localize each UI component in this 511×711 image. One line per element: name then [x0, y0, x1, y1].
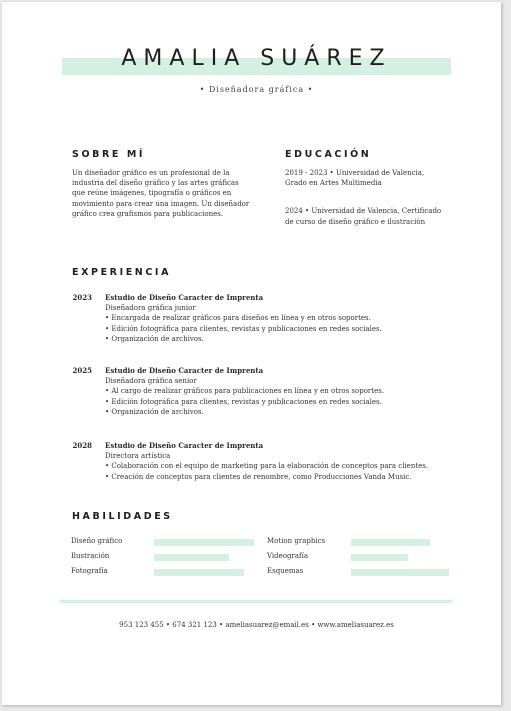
about-line: Un diseñador gráfico es un profesional de la — [72, 169, 230, 177]
footer-divider — [60, 600, 452, 603]
experience-year: 2025 — [72, 366, 92, 375]
about-title: SOBRE MÍ — [72, 149, 146, 160]
skill-bar — [154, 569, 244, 576]
experience-bullet: • Organización de archivos. — [105, 334, 204, 343]
candidate-name: AMALIA SUÁREZ — [121, 46, 392, 71]
education-entry — [285, 168, 455, 188]
skill-bar — [351, 554, 408, 561]
skill-label: Motion graphics — [267, 537, 326, 545]
experience-role: Diseñadora gráfica junior — [105, 304, 196, 313]
experience-bullet: • Edición fotográfica para clientes, revistas y publicaciones en redes sociales. — [105, 397, 382, 406]
experience-company: Estudio de Diseño Caracter de Imprenta — [105, 441, 264, 450]
about-line: que reúne imágenes, tipografía o gráficos en — [72, 189, 232, 198]
candidate-title: • Diseñadora gráfica • — [199, 85, 314, 94]
about-line: gráfico crea grafismos para publicaciones. — [72, 209, 224, 218]
skill-label: Diseño gráfico — [71, 537, 123, 545]
experience-bullet: • Colaboración con el equipo de marketing para la elaboración de conceptos para clientes. — [105, 462, 429, 471]
skill-label: Ilustración — [71, 552, 110, 560]
about-line: movimiento para crear una imagen. Un diseñador — [72, 199, 250, 208]
experience-role: Directora artística — [105, 452, 171, 461]
skill-label: Fotografía — [71, 567, 108, 575]
experience-content — [105, 441, 455, 482]
experience-year: 2023 — [72, 293, 92, 302]
skill-bar — [351, 569, 449, 576]
experience-bullet: • Al cargo de realizar gráficos para publicaciones en línea y en otros soportes. — [105, 387, 385, 396]
education-line: Grado en Artes Multimedia — [285, 179, 382, 188]
experience-bullet: • Edición fotográfica para clientes, revistas y publicaciones en redes sociales. — [105, 324, 382, 333]
experience-bullet: • Encargada de realizar gráficos para diseños en línea y en otros soportes. — [105, 314, 371, 323]
experience-content — [105, 293, 455, 344]
about-text — [72, 168, 262, 219]
contact-info: 953 123 455 • 674 321 123 • ameliasuarez@email.es • www.ameliasuarez.es — [119, 621, 394, 629]
skill-bar — [351, 539, 430, 546]
experience-company: Estudio de Diseño Caracter de Imprenta — [105, 293, 264, 302]
experience-title: EXPERIENCIA — [72, 267, 172, 278]
resume-page — [2, 2, 501, 705]
experience-bullet: • Organización de archivos. — [105, 407, 204, 416]
experience-bullet: • Creación de conceptos para clientes de renombre, como Producciones Vanda Music. — [105, 472, 412, 481]
education-line: 2024 • Universidad de Valencia, Certificado — [285, 207, 442, 216]
skill-label: Videografía — [267, 552, 309, 560]
skill-bar — [154, 539, 254, 546]
about-line: industria del diseño gráfico y las artes gráficas — [72, 179, 239, 188]
education-line: de curso de diseño gráfico e ilustración — [285, 217, 426, 226]
experience-year: 2028 — [72, 441, 92, 450]
experience-company: Estudio de Diseño Caracter de Imprenta — [105, 366, 264, 375]
skill-bar — [154, 554, 229, 561]
education-line: 2019 - 2023 • Universidad de Valencia, — [285, 169, 425, 177]
skill-label: Esquemas — [267, 567, 304, 575]
skills-title: HABILIDADES — [72, 511, 173, 522]
experience-role: Diseñadora gráfica senior — [105, 377, 197, 386]
education-entry — [285, 206, 455, 226]
education-list — [285, 168, 455, 245]
experience-content — [105, 366, 455, 417]
education-title: EDUCACIÓN — [285, 149, 372, 160]
